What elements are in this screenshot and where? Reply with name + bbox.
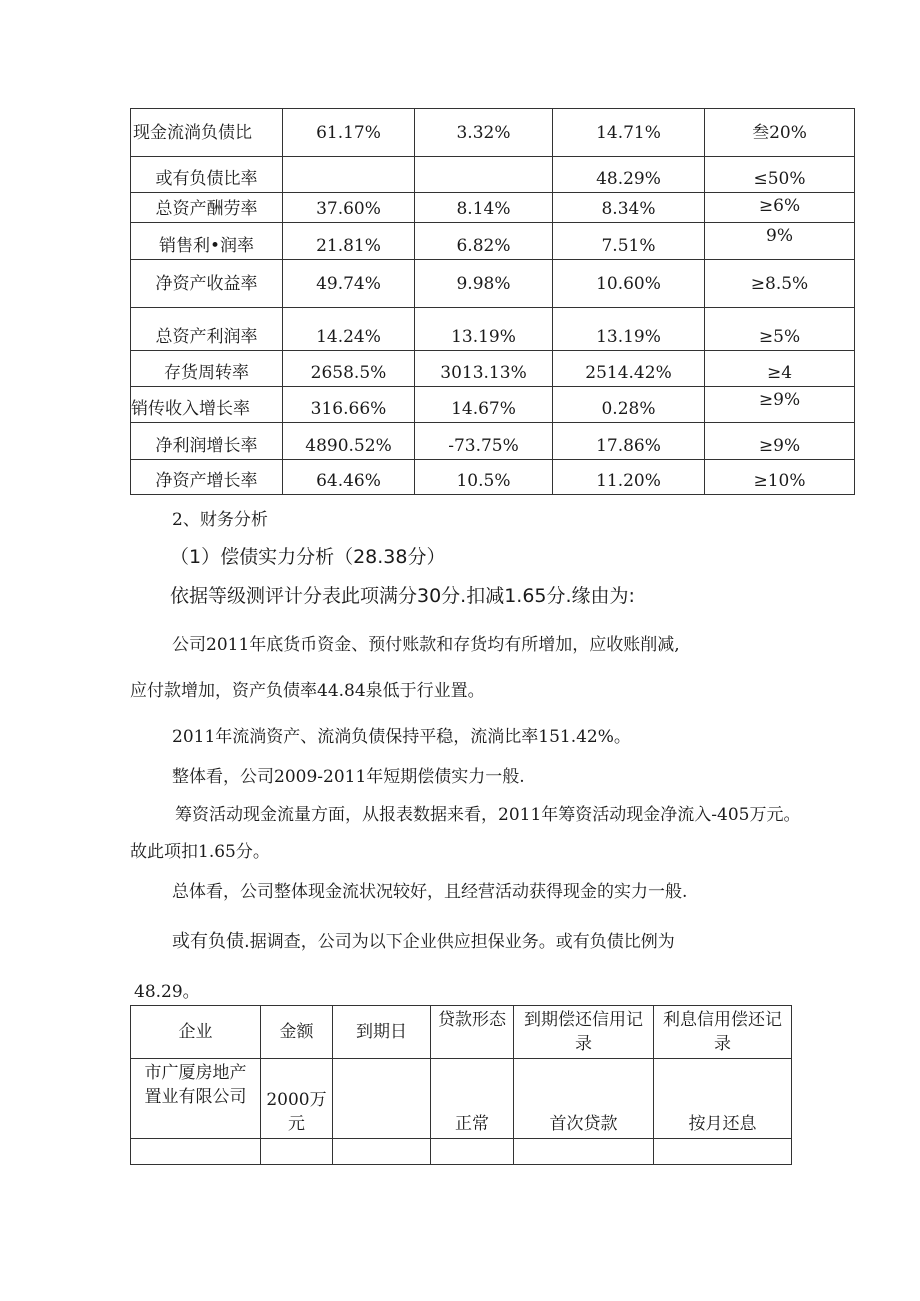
- header-due-record: [514, 1006, 654, 1059]
- table-row: [131, 308, 855, 351]
- section-heading: 2、财务分析: [172, 510, 268, 530]
- ratio-value-cell: 14.67%: [415, 387, 553, 423]
- ratio-value-cell: 14.24%: [283, 308, 415, 351]
- amount-line2: 元: [288, 1114, 305, 1134]
- guarantee-table: [130, 1005, 792, 1165]
- table-row: [131, 387, 855, 423]
- table-row: [131, 193, 855, 223]
- ratio-value-cell: 49.74%: [283, 260, 415, 308]
- ratio-value-cell: 10.60%: [553, 260, 705, 308]
- header-interest-record-line2: 录: [714, 1034, 731, 1054]
- ratio-value-cell: [415, 157, 553, 193]
- amount-cell: [261, 1059, 333, 1139]
- table-row: [131, 351, 855, 387]
- paragraph-overall-solvency: 整体看，公司2009-2011年短期偿债实力一般.: [172, 767, 525, 787]
- contingent-text: 据调查，公司为以下企业供应担保业务。或有负债比例为: [249, 932, 675, 952]
- due-record-cell: 首次贷款: [514, 1059, 654, 1139]
- ratio-name-cell: 净资产增长率: [131, 460, 283, 495]
- amount-line1: 2000万: [266, 1090, 327, 1110]
- ratio-value-cell: 4890.52%: [283, 423, 415, 460]
- paragraph-assets-line1: 公司2011年底货币资金、预付账款和存货均有所增加，应收账削减,: [172, 635, 680, 655]
- table-row: [131, 423, 855, 460]
- ratio-value-cell: 11.20%: [553, 460, 705, 495]
- ratio-standard-cell: 叁20%: [705, 109, 855, 157]
- table-row: [131, 460, 855, 495]
- ratio-value-cell: 13.19%: [415, 308, 553, 351]
- ratio-standard-cell: ≤50%: [705, 157, 855, 193]
- paragraph-cashflow-summary: 总体看，公司整体现金流状况较好，且经营活动获得现金的实力一般.: [172, 882, 688, 902]
- header-company: 企业: [131, 1006, 261, 1059]
- ratio-standard-cell: 9%: [705, 223, 855, 260]
- table-row: [131, 1059, 792, 1139]
- header-interest-record: [654, 1006, 792, 1059]
- ratio-standard-cell: ≥9%: [705, 423, 855, 460]
- ratio-name-cell: 净资产收益率: [131, 260, 283, 308]
- empty-cell: [514, 1139, 654, 1165]
- ratio-value-cell: 17.86%: [553, 423, 705, 460]
- company-cell: [131, 1059, 261, 1139]
- empty-cell: [333, 1139, 431, 1165]
- ratio-value-cell: 9.98%: [415, 260, 553, 308]
- ratio-name-cell: 净利润增长率: [131, 423, 283, 460]
- ratio-value-cell: 3.32%: [415, 109, 553, 157]
- ratio-name-cell: 存货周转率: [131, 351, 283, 387]
- empty-cell: [654, 1139, 792, 1165]
- interest-record-cell: 按月还息: [654, 1059, 792, 1139]
- financial-ratio-table: [130, 108, 855, 495]
- ratio-standard-cell: ≥8.5%: [705, 260, 855, 308]
- ratio-name-cell: 销传收入增长率: [131, 387, 283, 423]
- header-due-date: 到期日: [333, 1006, 431, 1059]
- paragraph-assets-line2: 应付款增加，资产负债率44.84泉低于行业置。: [130, 681, 485, 701]
- table-row: [131, 109, 855, 157]
- ratio-value-cell: 2658.5%: [283, 351, 415, 387]
- paragraph-financing-line1: 筹资活动现金流量方面，从报表数据来看，2011年筹资活动现金净流入-405万元。: [175, 805, 801, 825]
- paragraph-financing-line2: 故此项扣1.65分。: [130, 842, 270, 862]
- ratio-standard-cell: ≥5%: [705, 308, 855, 351]
- empty-cell: [431, 1139, 514, 1165]
- ratio-name-cell: 或有负债比率: [131, 157, 283, 193]
- ratio-value-cell: 6.82%: [415, 223, 553, 260]
- subsection-heading: （1）偿债实力分析（28.38分）: [170, 546, 446, 568]
- ratio-value-cell: 2514.42%: [553, 351, 705, 387]
- ratio-value-cell: 61.17%: [283, 109, 415, 157]
- header-due-record-line2: 录: [575, 1034, 592, 1054]
- ratio-value-cell: 64.46%: [283, 460, 415, 495]
- header-interest-record-line1: 利息信用偿还记: [663, 1010, 782, 1030]
- empty-cell: [261, 1139, 333, 1165]
- ratio-value-cell: -73.75%: [415, 423, 553, 460]
- ratio-name-cell: 现金流淌负债比: [131, 109, 283, 157]
- ratio-standard-cell: ≥10%: [705, 460, 855, 495]
- header-loan-status: 贷款形态: [431, 1006, 514, 1059]
- ratio-value-cell: 8.34%: [553, 193, 705, 223]
- header-amount: 金额: [261, 1006, 333, 1059]
- ratio-value-cell: 10.5%: [415, 460, 553, 495]
- ratio-value-cell: 3013.13%: [415, 351, 553, 387]
- header-due-record-line1: 到期偿还信用记: [524, 1010, 643, 1030]
- ratio-name-cell: 总资产利润率: [131, 308, 283, 351]
- ratio-standard-cell: ≥6%: [705, 193, 855, 223]
- ratio-name-cell: 总资产酬劳率: [131, 193, 283, 223]
- ratio-value-cell: 37.60%: [283, 193, 415, 223]
- ratio-value-cell: 0.28%: [553, 387, 705, 423]
- table-header-row: [131, 1006, 792, 1059]
- ratio-table-body: [131, 109, 855, 495]
- table-row: [131, 260, 855, 308]
- ratio-value-cell: 13.19%: [553, 308, 705, 351]
- empty-cell: [131, 1139, 261, 1165]
- company-line2: 置业有限公司: [144, 1087, 247, 1107]
- table-row: [131, 157, 855, 193]
- ratio-value-cell: 7.51%: [553, 223, 705, 260]
- ratio-value-cell: 21.81%: [283, 223, 415, 260]
- table-row: [131, 1139, 792, 1165]
- ratio-standard-cell: ≥9%: [705, 387, 855, 423]
- due-date-cell: [333, 1059, 431, 1139]
- ratio-value-cell: 48.29%: [553, 157, 705, 193]
- company-line1: 市广厦房地产: [144, 1063, 247, 1083]
- table-row: [131, 223, 855, 260]
- paragraph-current-ratio: 2011年流淌资产、流淌负债保持平稳，流淌比率151.42%。: [172, 727, 631, 747]
- ratio-value-cell: 316.66%: [283, 387, 415, 423]
- ratio-standard-cell: ≥4: [705, 351, 855, 387]
- scoring-basis: 依据等级测评计分表此项满分30分.扣减1.65分.缘由为:: [170, 585, 635, 607]
- ratio-value-cell: 8.14%: [415, 193, 553, 223]
- contingent-value: 48.29。: [134, 982, 200, 1002]
- loan-status-cell: 正常: [431, 1059, 514, 1139]
- contingent-label: 或有负债.: [172, 931, 250, 952]
- ratio-name-cell: 销售利•润率: [131, 223, 283, 260]
- ratio-value-cell: 14.71%: [553, 109, 705, 157]
- paragraph-contingent: [172, 931, 675, 953]
- ratio-value-cell: [283, 157, 415, 193]
